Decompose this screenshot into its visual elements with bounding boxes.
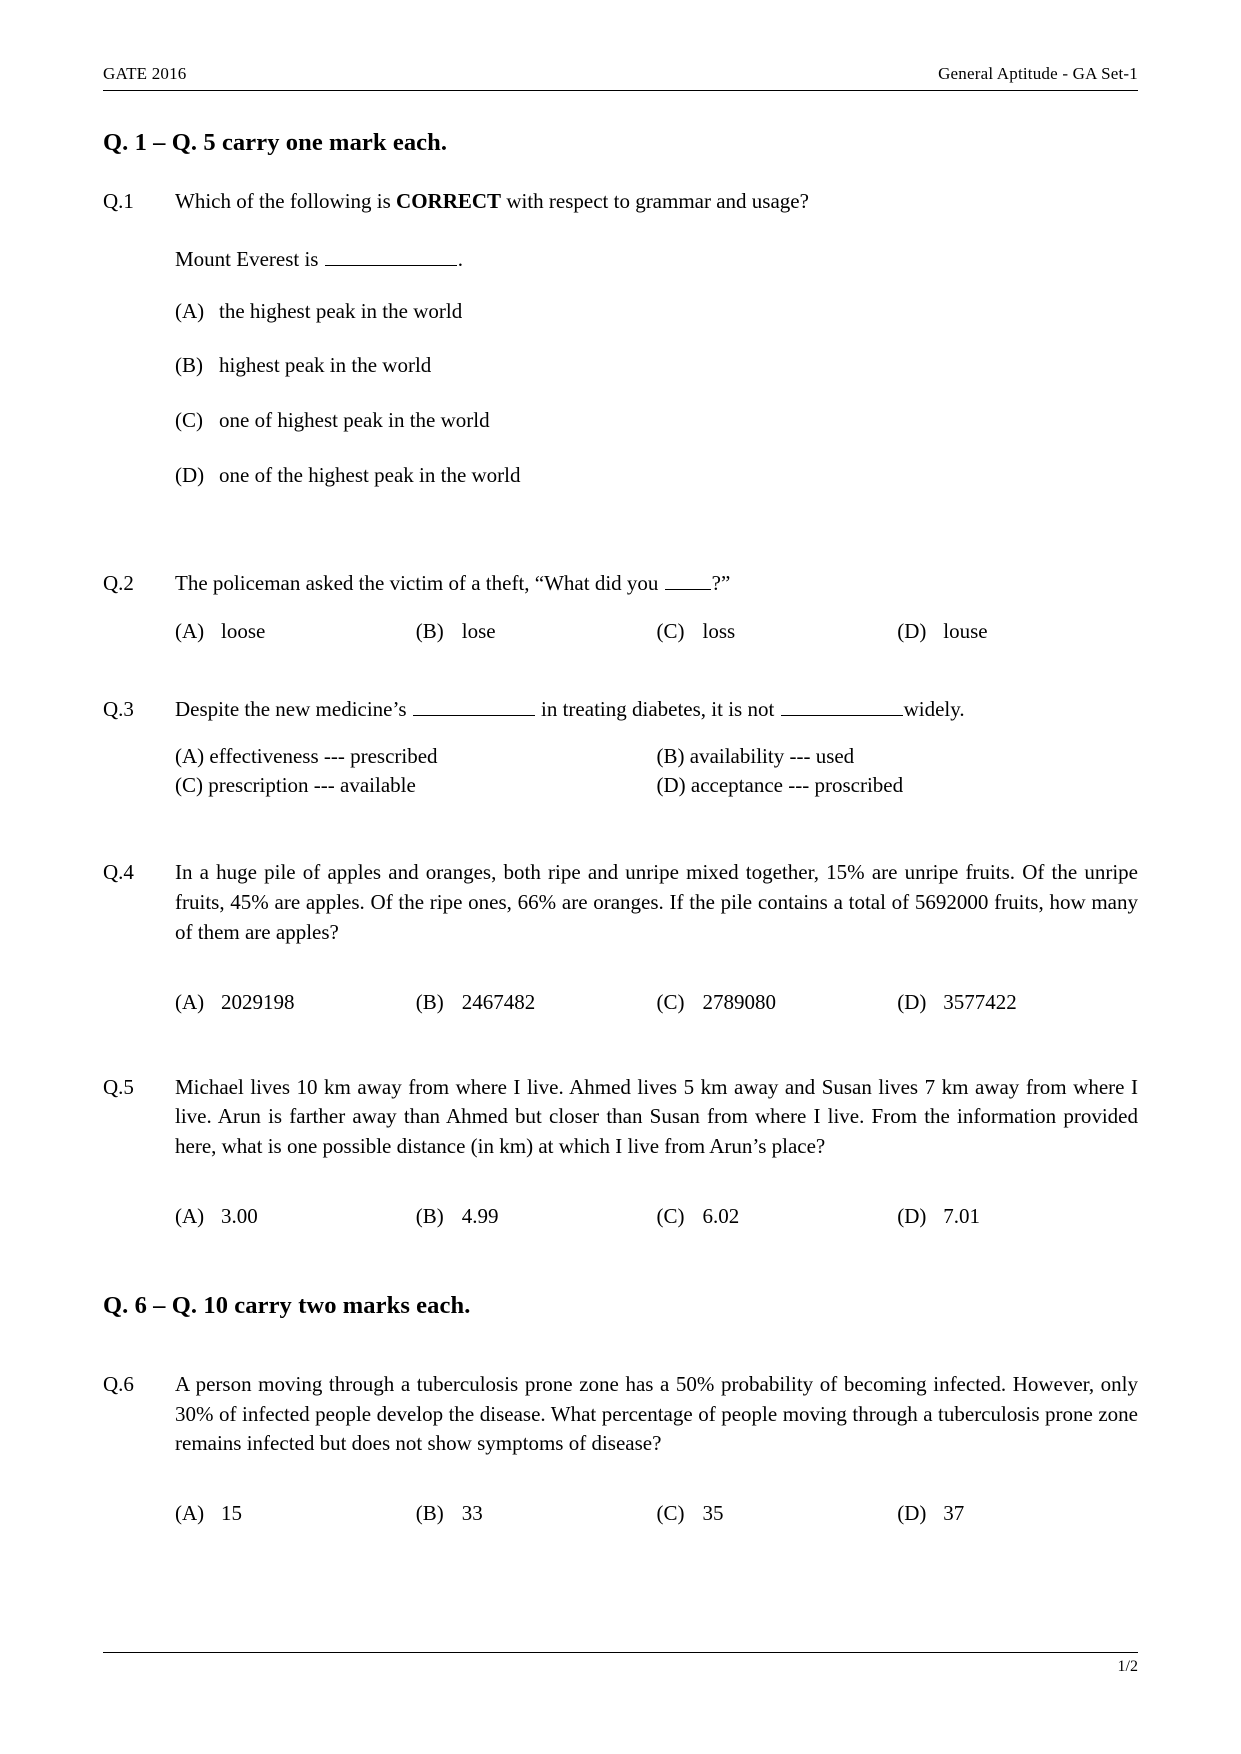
option-q1-d[interactable] (175, 461, 1138, 491)
option-letter: (B) (415, 1501, 444, 1526)
question-stem-q1 (175, 187, 1138, 217)
option-q2-d[interactable] (897, 617, 1138, 647)
option-text: 2789080 (702, 989, 776, 1014)
question-label-q3: Q.3 (103, 696, 134, 721)
option-q6-c[interactable] (657, 1499, 898, 1529)
option-q4-d[interactable] (897, 988, 1138, 1018)
question-label-q4: Q.4 (103, 860, 134, 885)
option-q4-a[interactable] (175, 988, 416, 1018)
question-q5 (103, 1073, 1138, 1232)
options-q5 (175, 1202, 1138, 1232)
page-footer (103, 1652, 1138, 1676)
option-text: 37 (943, 1501, 965, 1526)
option-text: 6.02 (702, 1203, 740, 1228)
option-text: 35 (702, 1501, 724, 1526)
option-text: highest peak in the world (219, 353, 432, 378)
option-q6-d[interactable] (897, 1499, 1138, 1529)
option-q5-a[interactable] (175, 1202, 416, 1232)
q1-substem-part2: . (457, 246, 463, 271)
question-q3 (103, 695, 1138, 801)
option-text: 33 (461, 1501, 483, 1526)
header-exam-name: GATE 2016 (103, 64, 187, 83)
fill-blank (325, 245, 457, 266)
option-q2-c[interactable] (657, 617, 898, 647)
option-letter: (A) (175, 989, 205, 1014)
option-letter: (C) (656, 618, 685, 643)
q1-stem-part1: Which of the following is (175, 189, 397, 213)
page-number: 1/2 (1117, 1658, 1138, 1675)
option-letter: (B) (175, 353, 203, 378)
option-text: 2029198 (221, 989, 295, 1014)
option-letter: (B) (415, 1203, 444, 1228)
question-substem-q1 (175, 245, 1138, 275)
option-q3-a[interactable]: (A) effectiveness --- prescribed (175, 744, 438, 769)
question-stem-q5: Michael lives 10 km away from where I live. Ahmed lives 5 km away and Susan lives 7 km away from where I live. Arun is farther away than Ahmed but closer than Susan from where I live. From the information provided here, what is one possible distance (in km) at which I live from Arun’s place? (175, 1074, 1138, 1159)
question-q6 (103, 1370, 1138, 1529)
options-q6 (175, 1499, 1138, 1529)
question-stem-q4: In a huge pile of apples and oranges, both ripe and unripe mixed together, 15% are unripe fruits. Of the unripe fruits, 45% are apples. Of the ripe ones, 66% are oranges. If the pile contains a total of 5692000 fruits, how many of them are apples? (175, 860, 1138, 944)
option-text: lose (461, 618, 496, 643)
option-q2-b[interactable] (416, 617, 657, 647)
q3-stem-part3: widely. (903, 696, 965, 721)
option-q1-c[interactable] (175, 406, 1138, 436)
question-stem-q2 (175, 569, 1138, 599)
q1-stem-emphasis: CORRECT (396, 189, 502, 213)
option-text: one of highest peak in the world (219, 408, 490, 433)
question-label-q6: Q.6 (103, 1371, 134, 1396)
options-q2 (175, 617, 1138, 647)
option-letter: (D) (897, 1203, 927, 1228)
header-paper-set: General Aptitude - GA Set-1 (938, 64, 1138, 83)
option-letter: (C) (656, 1203, 685, 1228)
option-text: one of the highest peak in the world (219, 463, 521, 488)
option-text: 4.99 (461, 1203, 499, 1228)
question-q1 (103, 187, 1138, 491)
fill-blank (781, 695, 903, 716)
option-letter: (C) (175, 408, 203, 433)
fill-blank (413, 695, 535, 716)
q2-stem-part1: The policeman asked the victim of a theft, “What did you (175, 570, 664, 595)
option-q4-b[interactable] (416, 988, 657, 1018)
page-header (103, 64, 1138, 91)
option-q3-c[interactable]: (C) prescription --- available (175, 773, 416, 798)
option-letter: (D) (897, 618, 927, 643)
q1-stem-part2: with respect to grammar and usage? (501, 189, 809, 213)
options-q3 (175, 742, 1138, 800)
option-letter: (D) (175, 463, 205, 488)
option-q2-a[interactable] (175, 617, 416, 647)
option-q4-c[interactable] (657, 988, 898, 1018)
option-q6-a[interactable] (175, 1499, 416, 1529)
option-text: 15 (221, 1501, 242, 1526)
option-letter: (A) (175, 1203, 205, 1228)
option-letter: (A) (175, 618, 205, 643)
option-letter: (B) (415, 989, 444, 1014)
question-label-q5: Q.5 (103, 1074, 134, 1099)
option-q1-b[interactable] (175, 351, 1138, 381)
option-q5-b[interactable] (416, 1202, 657, 1232)
question-stem-q6: A person moving through a tuberculosis prone zone has a 50% probability of becoming infected. However, only 30% of infected people develop the disease. What percentage of people moving through a tuberculosis prone zone remains infected but does not show symptoms of disease? (175, 1371, 1138, 1456)
option-text: 3577422 (943, 989, 1017, 1014)
option-text: 2467482 (461, 989, 536, 1014)
option-q6-b[interactable] (416, 1499, 657, 1529)
q2-stem-part2: ?” (711, 570, 731, 595)
question-q4 (103, 858, 1138, 1017)
question-q2 (103, 569, 1138, 647)
option-q5-d[interactable] (897, 1202, 1138, 1232)
option-letter: (D) (897, 989, 927, 1014)
option-text: the highest peak in the world (219, 298, 463, 323)
option-letter: (B) (415, 618, 444, 643)
question-stem-q3 (175, 695, 1138, 725)
section-heading-one-mark: Q. 1 – Q. 5 carry one mark each. (103, 129, 448, 156)
option-letter: (D) (897, 1501, 927, 1526)
option-text: loss (702, 618, 736, 643)
q1-substem-part1: Mount Everest is (175, 246, 324, 271)
section-heading-two-mark: Q. 6 – Q. 10 carry two marks each. (103, 1291, 471, 1319)
question-label-q1: Q.1 (103, 189, 134, 213)
q3-stem-part1: Despite the new medicine’s (175, 696, 412, 721)
q3-stem-part2: in treating diabetes, it is not (535, 696, 780, 721)
option-letter: (C) (656, 989, 685, 1014)
option-text: loose (221, 618, 266, 643)
option-text: 7.01 (943, 1203, 980, 1228)
option-q3-d[interactable]: (D) acceptance --- proscribed (656, 773, 904, 798)
option-q5-c[interactable] (657, 1202, 898, 1232)
option-text: louse (943, 618, 988, 643)
option-letter: (A) (175, 298, 205, 323)
option-q3-b[interactable]: (B) availability --- used (656, 744, 855, 769)
option-text: 3.00 (221, 1203, 258, 1228)
option-letter: (A) (175, 1501, 205, 1526)
page-content (103, 110, 1138, 1529)
option-letter: (C) (656, 1501, 685, 1526)
options-q4 (175, 988, 1138, 1018)
fill-blank (665, 569, 711, 590)
option-q1-a[interactable] (175, 297, 1138, 327)
question-label-q2: Q.2 (103, 570, 134, 595)
options-q1 (175, 297, 1138, 491)
